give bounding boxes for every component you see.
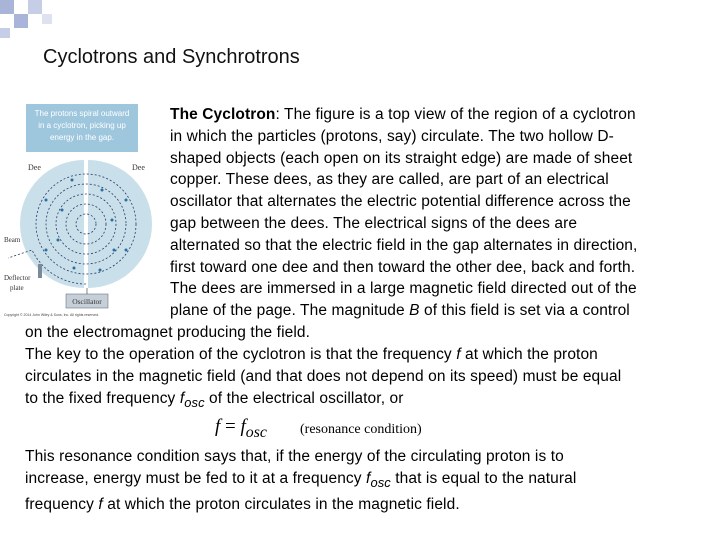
para1-line-2: in which the particles (protons, say) circulate. The two hollow D- (170, 127, 614, 145)
para3-text-d: frequency (25, 495, 99, 513)
para2-text-b: at which the proton (460, 346, 598, 363)
figure-caption-line-1: The protons spiral outward (34, 109, 130, 118)
symbol-f: f (456, 346, 461, 363)
subscript-osc: osc (184, 394, 205, 410)
para2-text-d: to the fixed frequency (25, 389, 180, 407)
para3-text-c: that is equal to the natural (390, 469, 577, 487)
para1-line-4: copper. These dees, as they are called, are part of an electrical (170, 171, 609, 189)
corner-decoration (0, 0, 60, 40)
cyclotron-heading: The Cyclotron (170, 106, 276, 123)
para3-text-a: This resonance condition says that, if the energy of the circulating proton is to (25, 448, 564, 465)
eq-fosc: f (240, 416, 246, 437)
eq-equals: = (220, 416, 241, 437)
figure-caption-line-2: in a cyclotron, picking up (38, 121, 126, 130)
resonance-paragraph (25, 344, 715, 413)
label-deflector-2: plate (10, 284, 24, 292)
energy-paragraph (25, 446, 715, 515)
slide-title: Cyclotrons and Synchrotrons (43, 46, 300, 68)
para3-text-b: increase, energy must be fed to it at a frequency (25, 469, 367, 487)
label-oscillator: Oscillator (72, 297, 102, 306)
figure-caption-line-3: energy in the gap. (49, 133, 115, 142)
resonance-equation (215, 416, 267, 442)
para1-line-3: shaped objects (each open on its straight edge) are made of sheet (170, 149, 633, 167)
para2-text-c: circulates in the magnetic field (and that does not depend on its speed) must be equal (25, 367, 622, 385)
eq-osc: osc (245, 423, 267, 441)
label-beam: Beam (4, 236, 21, 244)
para1-wrap-line: on the electromagnet producing the field. (25, 324, 311, 341)
symbol-fosc: f (179, 389, 185, 407)
para1-line-5: oscillator that alternates the electric potential difference across the (170, 193, 631, 211)
para3-osc: osc (370, 474, 391, 490)
para1-line-9: The dees are immersed in a large magnetic field directed out of the (170, 280, 637, 298)
cyclotron-figure (2, 100, 162, 322)
equation-note: (resonance condition) (300, 422, 422, 437)
para1-line-10a: plane of the page. The magnitude (170, 302, 410, 320)
para1-line-8: first toward one dee and then toward the other dee, back and forth. (170, 258, 636, 276)
label-deflector-1: Deflector (4, 274, 31, 282)
dee-right (88, 160, 152, 288)
para2-text-e: of the electrical oscillator, or (204, 389, 404, 407)
para2-text-a: The key to the operation of the cyclotron is that the frequency (25, 346, 457, 363)
label-dee-left: Dee (28, 163, 41, 172)
para1-line-1: : The figure is a top view of the region of a cyclotron (275, 106, 636, 123)
label-dee-right: Dee (132, 163, 145, 172)
para3-text-e: at which the proton circulates in the magnetic field. (102, 495, 460, 513)
para1-line-7: alternated so that the electric field in the gap alternates in direction, (170, 236, 638, 254)
para3-fosc: f (366, 469, 371, 487)
cyclotron-paragraph (170, 104, 710, 322)
para3-f: f (98, 495, 103, 513)
para1-line-10b: of this field is set via a control (419, 302, 630, 320)
symbol-B: B (409, 302, 420, 320)
eq-f: f (215, 416, 221, 437)
figure-copyright: Copyright © 2014 John Wiley & Sons, Inc. All rights reserved. (4, 313, 99, 317)
para1-line-6: gap between the dees. The electrical signs of the dees are (170, 214, 578, 232)
